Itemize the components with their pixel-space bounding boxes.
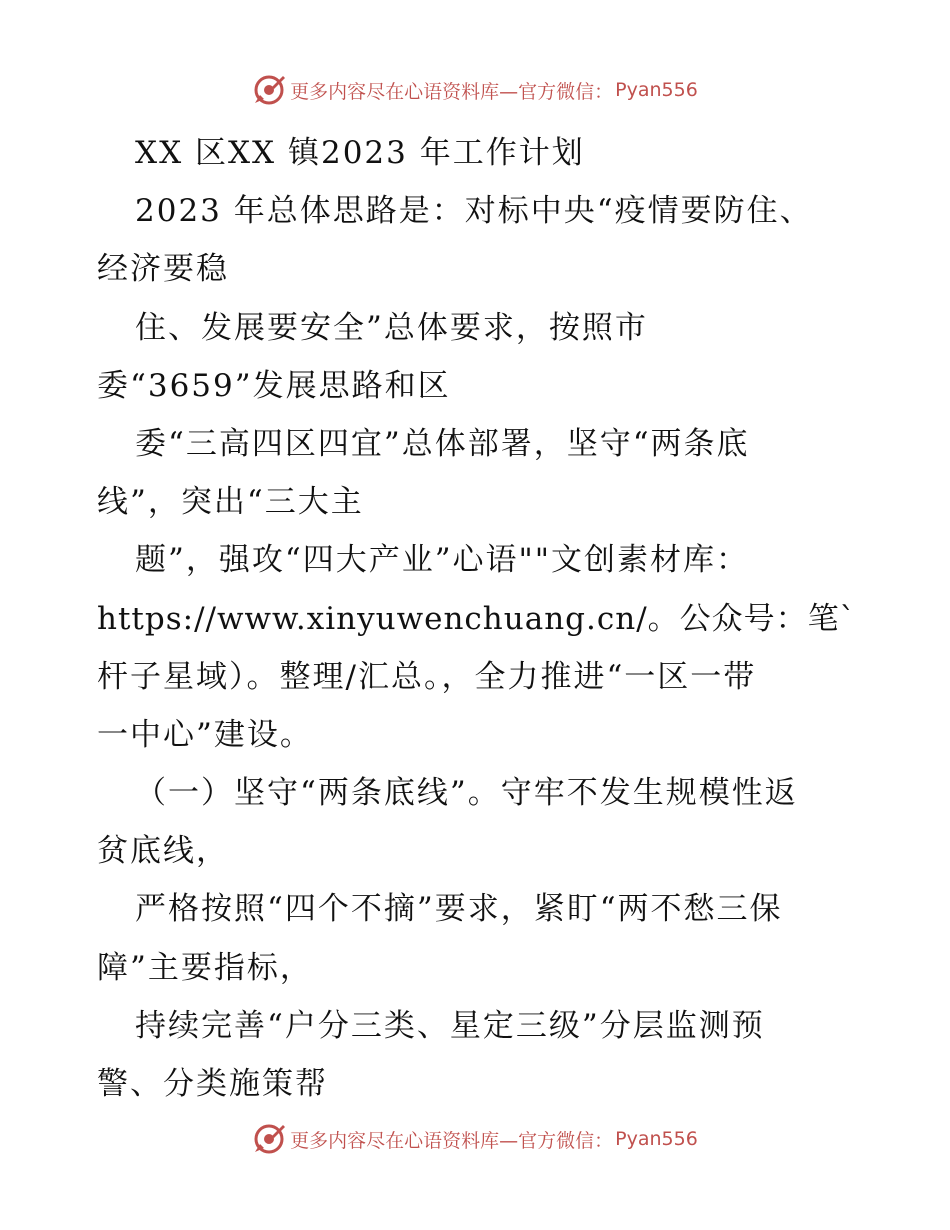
document-title: XX 区XX 镇2023 年工作计划 (135, 135, 585, 171)
pen-circle-logo-icon (252, 1122, 286, 1156)
text-line: 题”，强攻“四大产业”心语""文创素材库： (135, 542, 750, 579)
watermark-banner-bottom (0, 1117, 950, 1161)
watermark-banner-top (0, 68, 950, 112)
text-line: 线”，突出“三大主 (97, 484, 364, 521)
text-line: 严格按照“四个不摘”要求，紧盯“两不愁三保 (135, 891, 783, 928)
text-line: 障”主要指标， (97, 949, 313, 986)
text-line: 杆子星域）。整理/汇总。，全力推进“一区一带 (97, 658, 757, 695)
watermark-text: 更多内容尽在心语资料库—官方微信： (290, 80, 614, 103)
text-line: 警、分类施策帮 (97, 1066, 328, 1102)
text-line: 2023 年总体思路是：对标中央“疫情要防住、 (135, 193, 813, 230)
watermark-wechat-id: Pyan556 (615, 79, 698, 101)
document-body (97, 124, 887, 1113)
text-line-url: https://www.xinyuwenchuang.cn/。公众号：笔` (97, 600, 857, 637)
text-line: 住、发展要安全”总体要求，按照市 (135, 309, 648, 346)
text-line: 委“3659”发展思路和区 (97, 367, 451, 404)
text-line: 一中心”建设。 (97, 716, 313, 753)
section-heading: （一）坚守“两条底线”。守牢不发生规模性返 (135, 775, 798, 812)
text-line: 委“三高四区四宜”总体部署，坚守“两条底 (135, 425, 750, 462)
pen-circle-logo-icon (252, 73, 286, 107)
text-line: 贫底线， (97, 833, 229, 870)
watermark-text: 更多内容尽在心语资料库—官方微信： (290, 1129, 614, 1152)
text-line: 经济要稳 (97, 251, 229, 288)
text-line: 持续完善“户分三类、星定三级”分层监测预 (135, 1007, 765, 1044)
watermark-wechat-id: Pyan556 (615, 1128, 698, 1150)
